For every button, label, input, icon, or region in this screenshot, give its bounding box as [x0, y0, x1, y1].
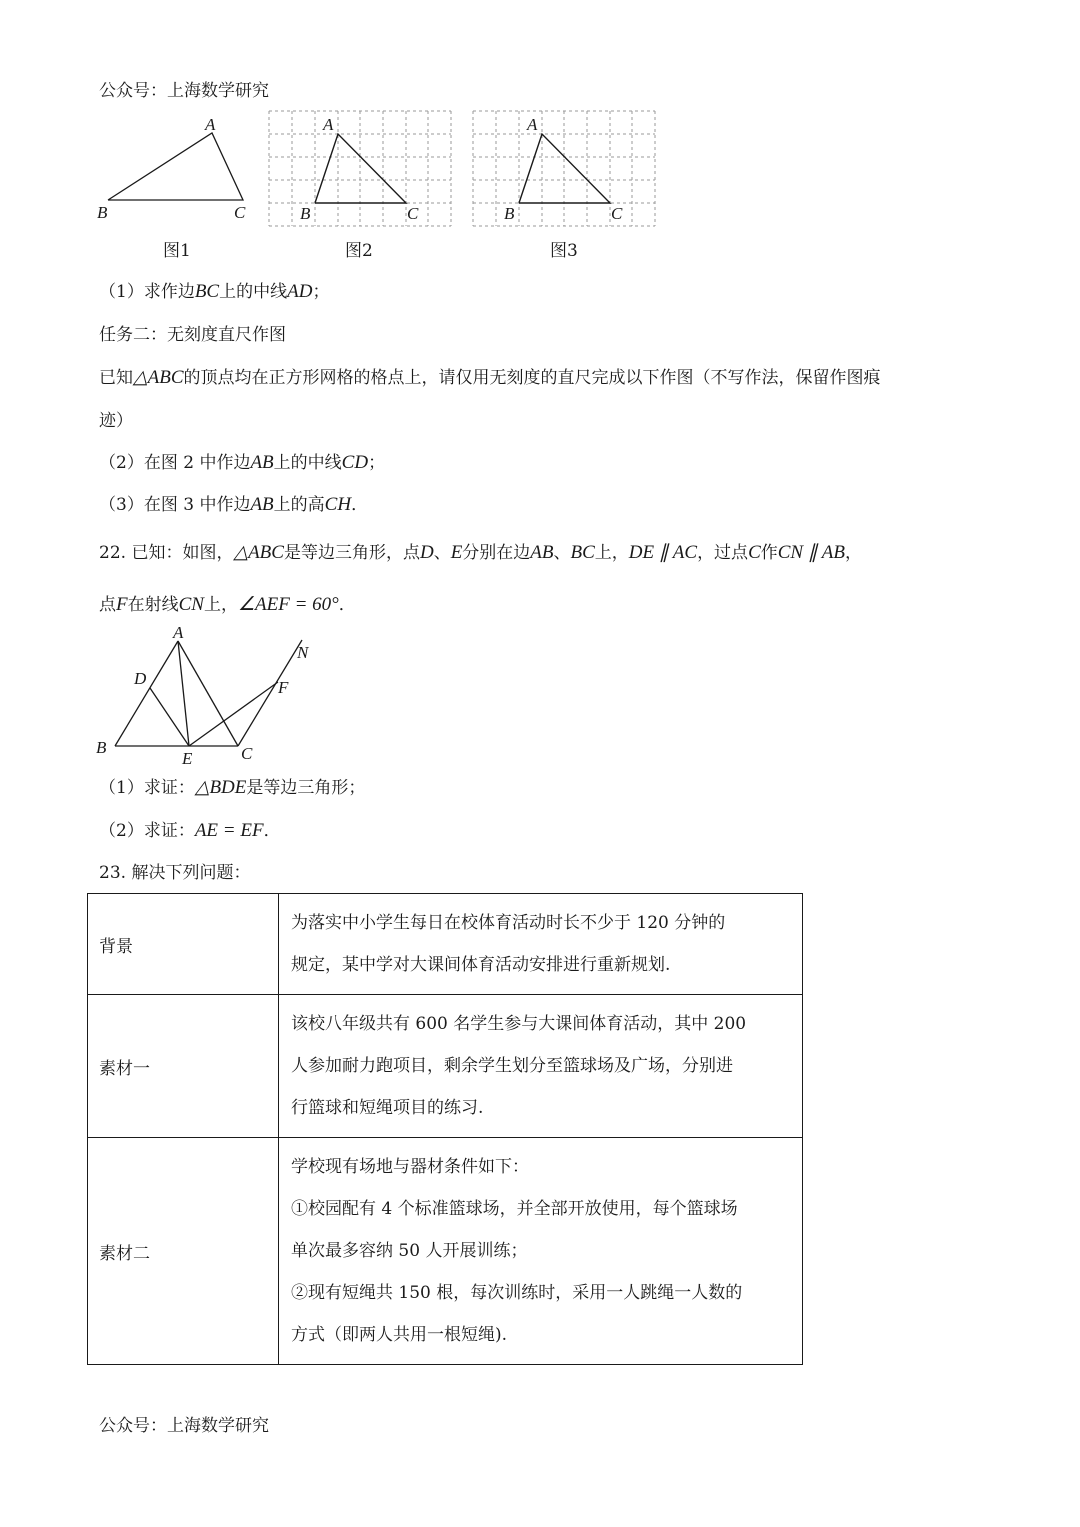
- label-a: A: [173, 623, 184, 642]
- label-b: B: [96, 738, 107, 757]
- grid-lines: [269, 111, 451, 226]
- math: AB: [250, 452, 274, 473]
- text: （3）在图 3 中作边: [99, 495, 251, 515]
- label-a: A: [323, 115, 334, 134]
- label-n: N: [297, 643, 309, 662]
- text: ．: [338, 595, 356, 615]
- content-line: 人参加耐力跑项目，剩余学生划分至篮球场及广场，分别进: [291, 1056, 733, 1076]
- q22-part1: [99, 775, 365, 801]
- content-line: 规定，某中学对大课间体育活动安排进行重新规划.: [291, 955, 671, 975]
- footer-watermark: 公众号：上海数学研究: [99, 1416, 269, 1436]
- math: BC: [194, 281, 220, 302]
- math: BC: [570, 542, 595, 563]
- text: （1）求证：: [99, 778, 195, 798]
- math: △BDE: [194, 777, 247, 798]
- text: 点: [99, 595, 116, 615]
- text: ；: [368, 453, 386, 473]
- math: E: [450, 542, 463, 563]
- figure-1: [95, 110, 255, 229]
- text: 、: [433, 543, 451, 563]
- header-watermark: 公众号：上海数学研究: [99, 81, 269, 101]
- math: AB: [530, 542, 554, 563]
- math: AB: [250, 494, 274, 515]
- text: 分别在边: [462, 543, 531, 563]
- triangle-abc: [108, 133, 243, 200]
- math: CN ∥ AB: [777, 542, 845, 563]
- math: △ABC: [233, 542, 284, 563]
- text: 是等边三角形；: [246, 778, 366, 798]
- q23-title: 23. 解决下列问题：: [99, 863, 251, 883]
- row-label: 素材一: [88, 995, 279, 1138]
- label-f: F: [278, 678, 289, 697]
- text: 是等边三角形，点: [283, 543, 420, 563]
- label-c: C: [407, 204, 419, 223]
- content-line: ①校园配有 4 个标准篮球场，并全部开放使用，每个篮球场: [291, 1199, 738, 1219]
- row-label: 素材二: [88, 1138, 279, 1365]
- content-line: 方式（即两人共用一根短绳).: [291, 1325, 508, 1345]
- text: 在射线: [127, 595, 179, 615]
- text: 上的中线: [219, 282, 288, 302]
- q21-task2-title: 任务二：无刻度直尺作图: [99, 325, 286, 345]
- row-content: [279, 1138, 803, 1365]
- text: ．: [263, 821, 281, 841]
- grid-lines: [473, 111, 655, 226]
- text: 已知: [99, 368, 133, 388]
- text: （2）在图 2 中作边: [99, 453, 251, 473]
- q22-line2: [99, 592, 356, 618]
- label-b: B: [504, 204, 515, 223]
- label-b: B: [97, 203, 108, 222]
- figure-3: [466, 105, 666, 234]
- text: 22. 已知：如图，: [99, 543, 234, 563]
- q22-line1: [99, 540, 862, 566]
- label-a: A: [527, 115, 538, 134]
- q21-part2: [99, 450, 385, 476]
- q21-known-line2: 迹）: [99, 411, 133, 431]
- math: ∠AEF = 60°: [237, 594, 339, 615]
- row-label: 背景: [88, 894, 279, 995]
- table-row: [88, 894, 803, 995]
- label-b: B: [300, 204, 311, 223]
- figure-22: [90, 618, 330, 777]
- q22-part2: [99, 818, 281, 844]
- math: CD: [341, 452, 369, 473]
- text: 上，: [203, 595, 238, 615]
- table-row: [88, 1138, 803, 1365]
- text: ，过点: [697, 543, 749, 563]
- text: （2）求证：: [99, 821, 195, 841]
- math: AE = EF: [194, 820, 264, 841]
- label-c: C: [234, 203, 246, 222]
- content-line: 为落实中小学生每日在校体育活动时长不少于 120 分钟的: [291, 913, 726, 933]
- text: 上的高: [273, 495, 325, 515]
- label-a: A: [205, 115, 216, 134]
- figure-1-caption: 图1: [163, 241, 191, 261]
- text: 、: [553, 543, 571, 563]
- math: CH: [324, 494, 352, 515]
- figure-3-caption: 图3: [550, 241, 578, 261]
- text: 作: [760, 543, 778, 563]
- figure-2-caption: 图2: [345, 241, 373, 261]
- text: ，: [844, 543, 862, 563]
- row-content: [279, 894, 803, 995]
- content-line: 单次最多容纳 50 人开展训练；: [291, 1241, 528, 1261]
- label-d: D: [134, 669, 147, 688]
- triangle-abc: [519, 134, 610, 203]
- math: D: [419, 542, 434, 563]
- text: ；: [312, 282, 330, 302]
- label-c: C: [241, 744, 253, 763]
- figure-2: [262, 105, 462, 234]
- q21-part3: [99, 492, 368, 518]
- triangle-abc: [315, 134, 406, 203]
- math: CN: [178, 594, 204, 615]
- row-content: [279, 995, 803, 1138]
- math: AD: [287, 281, 313, 302]
- label-c: C: [611, 204, 623, 223]
- q21-known-line1: [99, 365, 881, 391]
- table-row: [88, 995, 803, 1138]
- content-line: 行篮球和短绳项目的练习.: [291, 1098, 484, 1118]
- math: △ABC: [133, 367, 184, 388]
- content-line: 该校八年级共有 600 名学生参与大课间体育活动，其中 200: [291, 1014, 747, 1034]
- text: 上，: [594, 543, 629, 563]
- content-line: ②现有短绳共 150 根，每次训练时，采用一人跳绳一人数的: [291, 1283, 743, 1303]
- math: F: [116, 594, 128, 615]
- math: C: [748, 542, 761, 563]
- math: DE ∥ AC: [628, 542, 698, 563]
- figure-lines: [115, 640, 302, 746]
- text: 上的中线: [273, 453, 342, 473]
- content-line: 学校现有场地与器材条件如下：: [291, 1157, 529, 1177]
- label-e: E: [182, 749, 193, 768]
- text: （1）求作边: [99, 282, 195, 302]
- text: 的顶点均在正方形网格的格点上，请仅用无刻度的直尺完成以下作图（不写作法，保留作图痕: [183, 368, 881, 388]
- q23-table: [87, 893, 803, 1365]
- text: ．: [351, 495, 369, 515]
- q21-part1: [99, 279, 329, 305]
